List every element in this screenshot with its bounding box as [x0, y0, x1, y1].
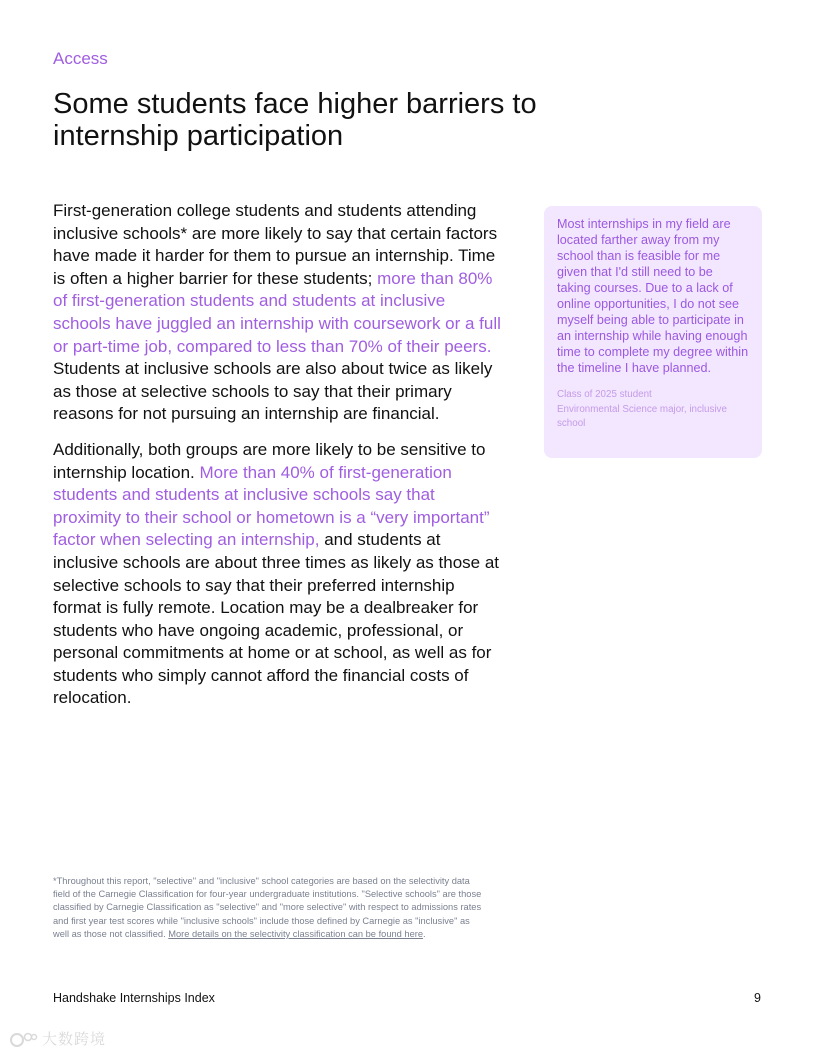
footnote-end: . — [423, 928, 426, 939]
footnote — [53, 875, 483, 941]
quote-text: Most internships in my field are located farther away from my school than is feasible for me given that I'd still need to be taking courses. Due to a lack of online opportunities, I do not see myself being able to participate in an internship while having enough time to complete my degree within the timeline I have planned. — [557, 217, 749, 375]
paragraph-2-highlight: More than 40% of first-generation students and students at inclusive schools say that proximity to their school or hometown is a “very important” factor when selecting an internship, — [53, 462, 490, 550]
watermark-text: 大数跨境 — [42, 1031, 107, 1048]
paragraph-2-text-b: and students at inclusive schools are about three times as likely as those at selective schools to say that their preferred internship format is fully remote. Location may be a dealbreaker for students who have ongoing academic, professional, or personal commitments at home or at school, as well as for students who simply cannot afford the financial costs of relocation. — [53, 530, 500, 708]
footnote-text: *Throughout this report, "selective" and "inclusive" school categories are based on the selectivity data field of the Carnegie Classification for four-year undergraduate institutions. "Selective schools" are those classified by Carnegie Classification as "selective" and "more selective" with respect to admissions rates and first year test scores while "inclusive schools" include those defined by Carnegie as "inclusive" as well as those not classified. — [53, 876, 482, 939]
page-title: Some students face higher barriers to internship participation — [53, 88, 537, 152]
student-quote-card — [544, 206, 762, 458]
paragraph-1 — [53, 200, 505, 426]
quote-attribution-line-2: Environmental Science major, inclusive school — [557, 403, 727, 430]
body-text — [53, 200, 505, 723]
quote-attribution — [557, 388, 749, 432]
footer-publication: Handshake Internships Index — [53, 991, 215, 1005]
footnote-link[interactable]: More details on the selectivity classification can be found here — [168, 928, 424, 939]
paragraph-1-text-b: Students at inclusive schools are also about twice as likely as those at selective schools to say that their primary reasons for not pursuing an internship are financial. — [53, 359, 493, 424]
quote-attribution-line-1: Class of 2025 student — [557, 389, 652, 400]
watermark-logo-icon — [8, 1030, 38, 1048]
watermark — [8, 1028, 106, 1049]
paragraph-2 — [53, 439, 505, 710]
paragraph-1-highlight: more than 80% of first-generation students and students at inclusive schools have juggled an internship with coursework or a full or part-time job, compared to less than 70% of their peers. — [53, 268, 501, 356]
section-label: Access — [53, 49, 108, 68]
paragraph-1-text-a: First-generation college students and students attending inclusive schools* are more likely to say that certain factors have made it harder for them to pursue an internship. Time is often a higher barrier for these students; — [53, 201, 498, 288]
page-number: 9 — [754, 991, 761, 1005]
paragraph-2-text-a: Additionally, both groups are more likely to be sensitive to internship location. — [53, 439, 486, 482]
